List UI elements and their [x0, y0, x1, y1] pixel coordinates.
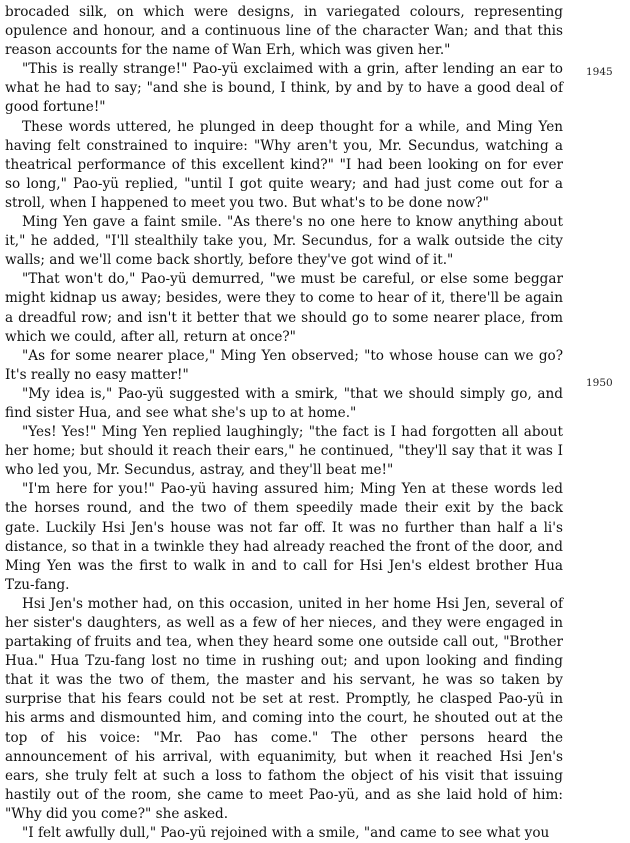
paragraph: Hsi Jen's mother had, on this occasion, united in her home Hsi Jen, several of her sister's daughters, as well as a few of her nieces, and they were engaged in partaking of fruits and tea, when they heard some one outside call out, "Brother Hua." Hua Tzu-fang lost no time in rushing out; and upon looking and finding that it was the two of them, the master and his servant, he was so taken by surprise that his fears could not be set at rest. Promptly, he clasped Pao-yü in his arms and dismounted him, and coming into the court, he shouted out at the top of his voice: "Mr. Pao has come." The other persons heard the announcement of his arrival, with equanimity, but when it reached Hsi Jen's ears, she truly felt at such a loss to fathom the object of his visit that issuing hastily out of the room, she came to meet Pao-yü, and as she laid hold of him: "Why did you come?" she asked. — [5, 595, 563, 822]
paragraph: "This is really strange!" Pao-yü exclaimed with a grin, after lending an ear to what he had to say; "and she is bound, I think, by and by to have a good deal of good fortune!" — [5, 61, 563, 116]
line-number: 1950 — [586, 377, 613, 389]
document-body — [5, 3, 563, 843]
paragraph: "My idea is," Pao-yü suggested with a smirk, "that we should simply go, and find sister Hua, and see what she's up to at home." — [5, 385, 563, 421]
paragraph: "I felt awfully dull," Pao-yü rejoined with a smile, "and came to see what you — [22, 825, 550, 842]
paragraph: "Yes! Yes!" Ming Yen replied laughingly; "the fact is I had forgotten all about her home; but should it reach their ears," he continued, "they'll say that it was I who led you, Mr. Secundus, astray, and they'll beat me!" — [5, 424, 563, 479]
paragraph: "That won't do," Pao-yü demurred, "we must be careful, or else some beggar might kidnap us away; besides, were they to come to hear of it, there'll be again a dreadful row; and isn't it better that we should go to some nearer place, from which we could, after all, return at once?" — [5, 271, 563, 345]
paragraph: "As for some nearer place," Ming Yen observed; "to whose house can we go? It's really no easy matter!" — [5, 347, 563, 383]
paragraph: "I'm here for you!" Pao-yü having assured him; Ming Yen at these words led the horses round, and the two of them speedily made their exit by the back gate. Luckily Hsi Jen's house was not far off. It was no further than half a li's distance, so that in a twinkle they had already reached the front of the door, and Ming Yen was the first to walk in and to call for Hsi Jen's eldest brother Hua Tzu-fang. — [5, 481, 563, 593]
paragraph: Ming Yen gave a faint smile. "As there's no one here to know anything about it," he added, "I'll stealthily take you, Mr. Secundus, for a walk outside the city walls; and we'll come back shortly, before they've got wind of it." — [5, 214, 563, 269]
line-number: 1945 — [586, 66, 613, 78]
paragraph: These words uttered, he plunged in deep thought for a while, and Ming Yen having felt constrained to inquire: "Why aren't you, Mr. Secundus, watching a theatrical performance of this excellent kind?" "I had been looking on for ever so long," Pao-yü replied, "until I got quite weary; and had just come out for a stroll, when I happened to meet you two. But what's to be done now?" — [5, 118, 563, 211]
paragraph: brocaded silk, on which were designs, in variegated colours, representing opulence and honour, and a continuous line of the character Wan; and that this reason accounts for the name of Wan Erh, which was given her." — [5, 4, 563, 59]
